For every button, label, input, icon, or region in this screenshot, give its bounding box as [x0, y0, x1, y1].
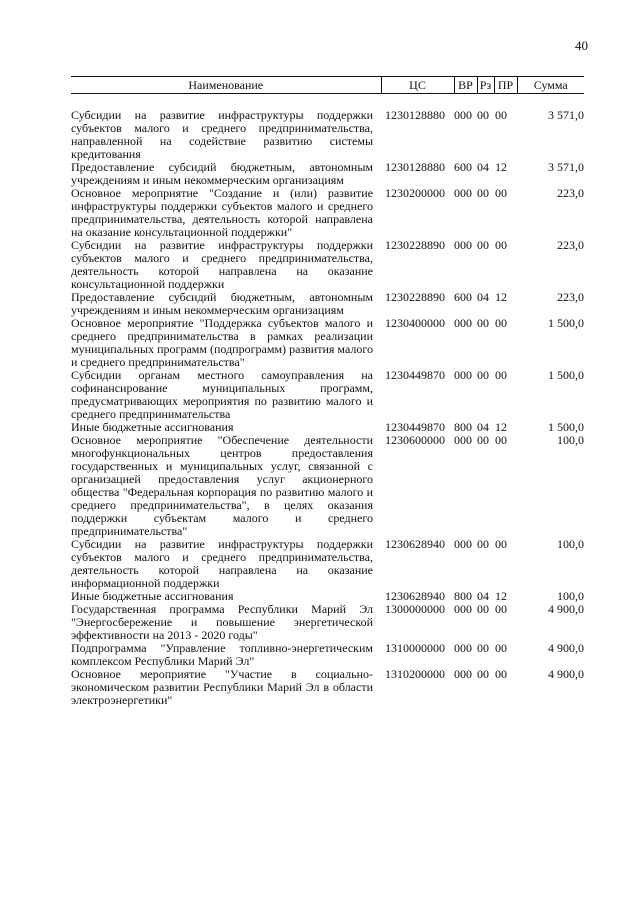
- header-code: ЦС: [381, 77, 454, 94]
- row-name: Основное мероприятие "Создание и (или) развитие инфраструктуры поддержки субъектов малого и среднего предпринимательства, деятельность которой направлена на оказание консультационной поддержки": [71, 186, 373, 239]
- row-rz: 00: [477, 316, 489, 330]
- row-rz: 00: [477, 238, 489, 252]
- row-sum: 1 500,0: [548, 316, 584, 330]
- row-vr: 000: [454, 108, 472, 122]
- row-name: Предоставление субсидий бюджетным, автономным учреждениям и иным некоммерческим организациям: [71, 160, 373, 187]
- row-name: Подпрограмма "Управление топливно-энергетическим комплексом Республики Марий Эл": [71, 641, 373, 668]
- row-pr: 00: [495, 537, 507, 551]
- row-name: Субсидии на развитие инфраструктуры поддержки субъектов малого и среднего предпринимательства, направленной на содействие развитию системы кредитования: [71, 108, 373, 161]
- row-name: Предоставление субсидий бюджетным, автономным учреждениям и иным некоммерческим организациям: [71, 290, 373, 317]
- header-rz: Рз: [477, 77, 494, 94]
- page-number: 40: [575, 38, 588, 53]
- table-row: [71, 369, 584, 421]
- row-code: 1230600000: [385, 433, 445, 447]
- row-code: 1230128880: [385, 160, 445, 174]
- row-rz: 00: [477, 433, 489, 447]
- row-pr: 00: [495, 186, 507, 200]
- row-sum: 223,0: [557, 238, 584, 252]
- row-sum: 100,0: [557, 589, 584, 603]
- row-pr: 00: [495, 316, 507, 330]
- row-vr: 600: [454, 160, 472, 174]
- row-code: 1230628940: [385, 537, 445, 551]
- row-vr: 000: [454, 641, 472, 655]
- row-sum: 100,0: [557, 433, 584, 447]
- row-rz: 00: [477, 537, 489, 551]
- row-name: Субсидии на развитие инфраструктуры поддержки субъектов малого и среднего предпринимательства, деятельность которой направлена на оказание информационной поддержки: [71, 537, 373, 590]
- table-row: [71, 642, 584, 668]
- row-sum: 1 500,0: [548, 420, 584, 434]
- row-rz: 04: [477, 420, 489, 434]
- row-vr: 000: [454, 368, 472, 382]
- row-vr: 000: [454, 667, 472, 681]
- table-row: [71, 187, 584, 239]
- row-rz: 00: [477, 602, 489, 616]
- row-pr: 12: [495, 589, 507, 603]
- row-pr: 12: [495, 420, 507, 434]
- table-header-row: [71, 77, 584, 94]
- table-row: [71, 603, 584, 642]
- budget-table: [71, 76, 584, 707]
- row-sum: 4 900,0: [548, 641, 584, 655]
- row-pr: 12: [495, 160, 507, 174]
- row-vr: 000: [454, 602, 472, 616]
- row-code: 1300000000: [385, 602, 445, 616]
- row-sum: 223,0: [557, 186, 584, 200]
- row-name: Субсидии на развитие инфраструктуры поддержки субъектов малого и среднего предпринимательства, деятельность которой направлена на оказание консультационной поддержки: [71, 238, 373, 291]
- table-row: [71, 239, 584, 291]
- row-pr: 00: [495, 108, 507, 122]
- row-vr: 600: [454, 290, 472, 304]
- table-row: [71, 94, 584, 162]
- row-sum: 1 500,0: [548, 368, 584, 382]
- row-rz: 04: [477, 160, 489, 174]
- table-row: [71, 161, 584, 187]
- row-sum: 223,0: [557, 290, 584, 304]
- row-pr: 00: [495, 238, 507, 252]
- row-name: Основное мероприятие "Поддержка субъектов малого и среднего предпринимательства в рамках реализации муниципальных программ (подпрограмм) развития малого и среднего предпринимательства": [71, 316, 373, 369]
- table-row: [71, 668, 584, 707]
- row-pr: 00: [495, 641, 507, 655]
- row-pr: 00: [495, 433, 507, 447]
- row-rz: 00: [477, 667, 489, 681]
- row-name: Субсидии органам местного самоуправления на софинансирование муниципальных программ, предусматривающих мероприятия по развитию малого и среднего предпринимательства: [71, 368, 373, 421]
- row-code: 1230128880: [385, 108, 445, 122]
- table-row: [71, 538, 584, 590]
- row-vr: 800: [454, 589, 472, 603]
- row-code: 1310000000: [385, 641, 445, 655]
- row-name: Основное мероприятие "Обеспечение деятельности многофункциональных центров предоставления государственных и муниципальных услуг, связанной с организацией предоставления услуг акционерного общества "Федеральная корпорация по развитию малого и среднего предпринимательства", в целях оказания поддержки субъектам малого и среднего предпринимательства": [71, 433, 373, 538]
- row-code: 1230200000: [385, 186, 445, 200]
- header-name: Наименование: [71, 77, 381, 94]
- row-vr: 000: [454, 433, 472, 447]
- row-rz: 00: [477, 368, 489, 382]
- header-sum: Сумма: [517, 77, 584, 94]
- row-pr: 00: [495, 368, 507, 382]
- row-rz: 04: [477, 589, 489, 603]
- row-rz: 04: [477, 290, 489, 304]
- row-sum: 3 571,0: [548, 160, 584, 174]
- row-sum: 3 571,0: [548, 108, 584, 122]
- row-rz: 00: [477, 641, 489, 655]
- row-name: Иные бюджетные ассигнования: [71, 420, 234, 434]
- row-code: 1230228890: [385, 290, 445, 304]
- row-sum: 4 900,0: [548, 602, 584, 616]
- row-code: 1310200000: [385, 667, 445, 681]
- row-sum: 4 900,0: [548, 667, 584, 681]
- row-code: 1230400000: [385, 316, 445, 330]
- row-code: 1230628940: [385, 589, 445, 603]
- row-code: 1230228890: [385, 238, 445, 252]
- row-pr: 00: [495, 602, 507, 616]
- row-name: Иные бюджетные ассигнования: [71, 589, 234, 603]
- row-pr: 00: [495, 667, 507, 681]
- row-vr: 800: [454, 420, 472, 434]
- row-vr: 000: [454, 537, 472, 551]
- header-vr: ВР: [454, 77, 477, 94]
- row-code: 1230449870: [385, 368, 445, 382]
- row-rz: 00: [477, 186, 489, 200]
- row-vr: 000: [454, 238, 472, 252]
- row-name: Государственная программа Республики Марий Эл "Энергосбережение и повышение энергетической эффективности на 2013 - 2020 годы": [71, 602, 373, 642]
- table-row: [71, 434, 584, 538]
- row-code: 1230449870: [385, 420, 445, 434]
- row-vr: 000: [454, 316, 472, 330]
- row-vr: 000: [454, 186, 472, 200]
- header-pr: ПР: [494, 77, 517, 94]
- row-pr: 12: [495, 290, 507, 304]
- row-rz: 00: [477, 108, 489, 122]
- row-name: Основное мероприятие "Участие в социально-экономическом развитии Республики Марий Эл в области электроэнергетики": [71, 667, 373, 707]
- row-sum: 100,0: [557, 537, 584, 551]
- table-row: [71, 317, 584, 369]
- table-row: [71, 291, 584, 317]
